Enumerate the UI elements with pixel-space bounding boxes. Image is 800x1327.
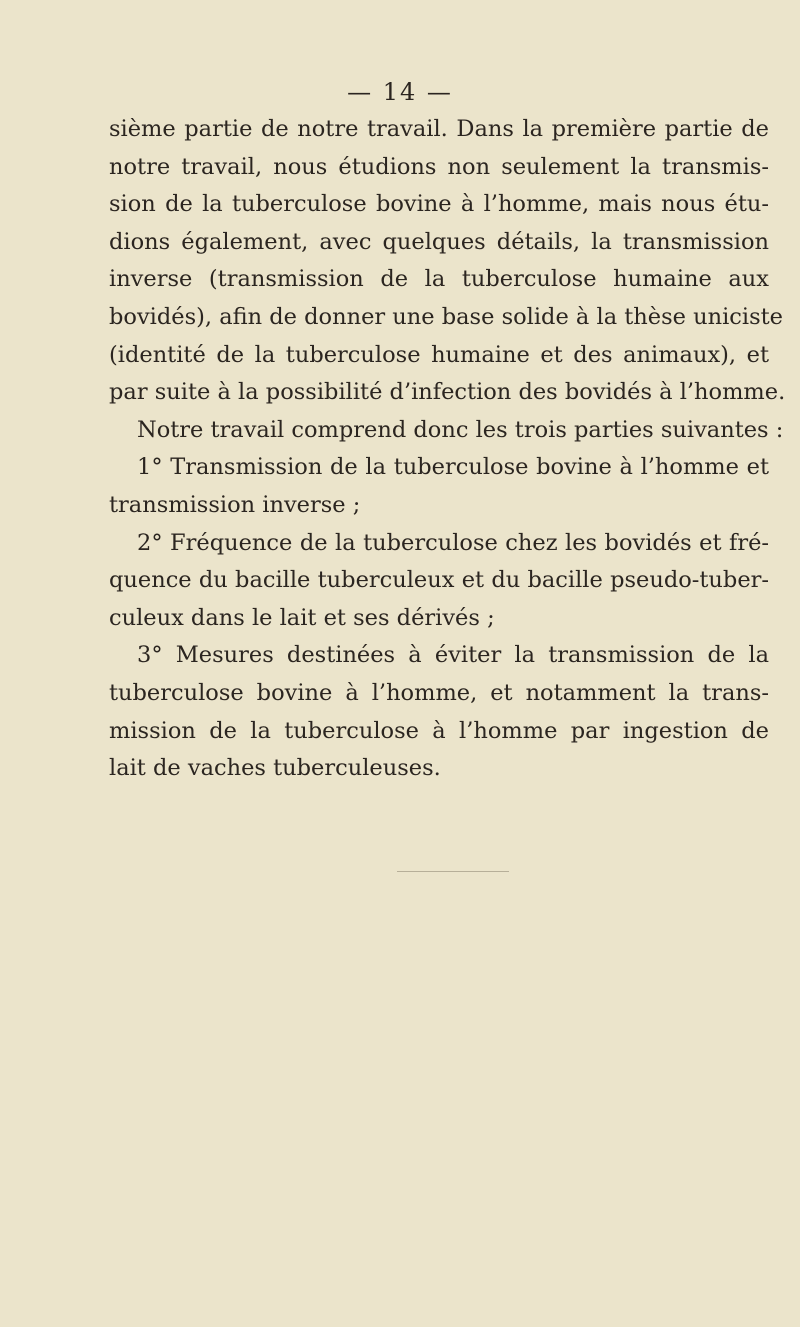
section-rule	[397, 871, 509, 872]
text-line: 3° Mesures destinées à éviter la transmission de la	[137, 642, 769, 669]
text-line: (identité de la tuberculose humaine et des animaux), et	[109, 341, 769, 368]
text-line: culeux dans le lait et ses dérivés ;	[109, 604, 495, 631]
text-line: transmission inverse ;	[109, 491, 361, 518]
text-line: 1° Transmission de la tuberculose bovine à l’homme et	[137, 454, 769, 481]
text-line: par suite à la possibilité d’infection des bovidés à l’homme.	[109, 379, 786, 406]
text-line: lait de vaches tuberculeuses.	[109, 755, 441, 782]
text-line: Notre travail comprend donc les trois parties suivantes :	[137, 416, 784, 443]
text-line: inverse (transmission de la tuberculose humaine aux	[109, 266, 769, 293]
text-line: notre travail, nous étudions non seulement la transmis-	[109, 153, 769, 180]
text-line: sion de la tuberculose bovine à l’homme, mais nous étu-	[109, 191, 769, 218]
text-line: dions également, avec quelques détails, la transmission	[109, 228, 769, 255]
text-line: bovidés), afin de donner une base solide à la thèse uniciste	[109, 303, 784, 330]
text-line: 2° Fréquence de la tuberculose chez les bovidés et fré-	[137, 529, 769, 556]
text-line: tuberculose bovine à l’homme, et notamment la trans-	[109, 679, 769, 706]
text-line: sième partie de notre travail. Dans la première partie de	[109, 116, 769, 142]
page-number: — 14 —	[347, 78, 453, 106]
text-line: mission de la tuberculose à l’homme par ingestion de	[109, 717, 769, 744]
body-text	[109, 111, 786, 788]
text-line: quence du bacille tuberculeux et du bacille pseudo-tuber-	[109, 567, 769, 594]
